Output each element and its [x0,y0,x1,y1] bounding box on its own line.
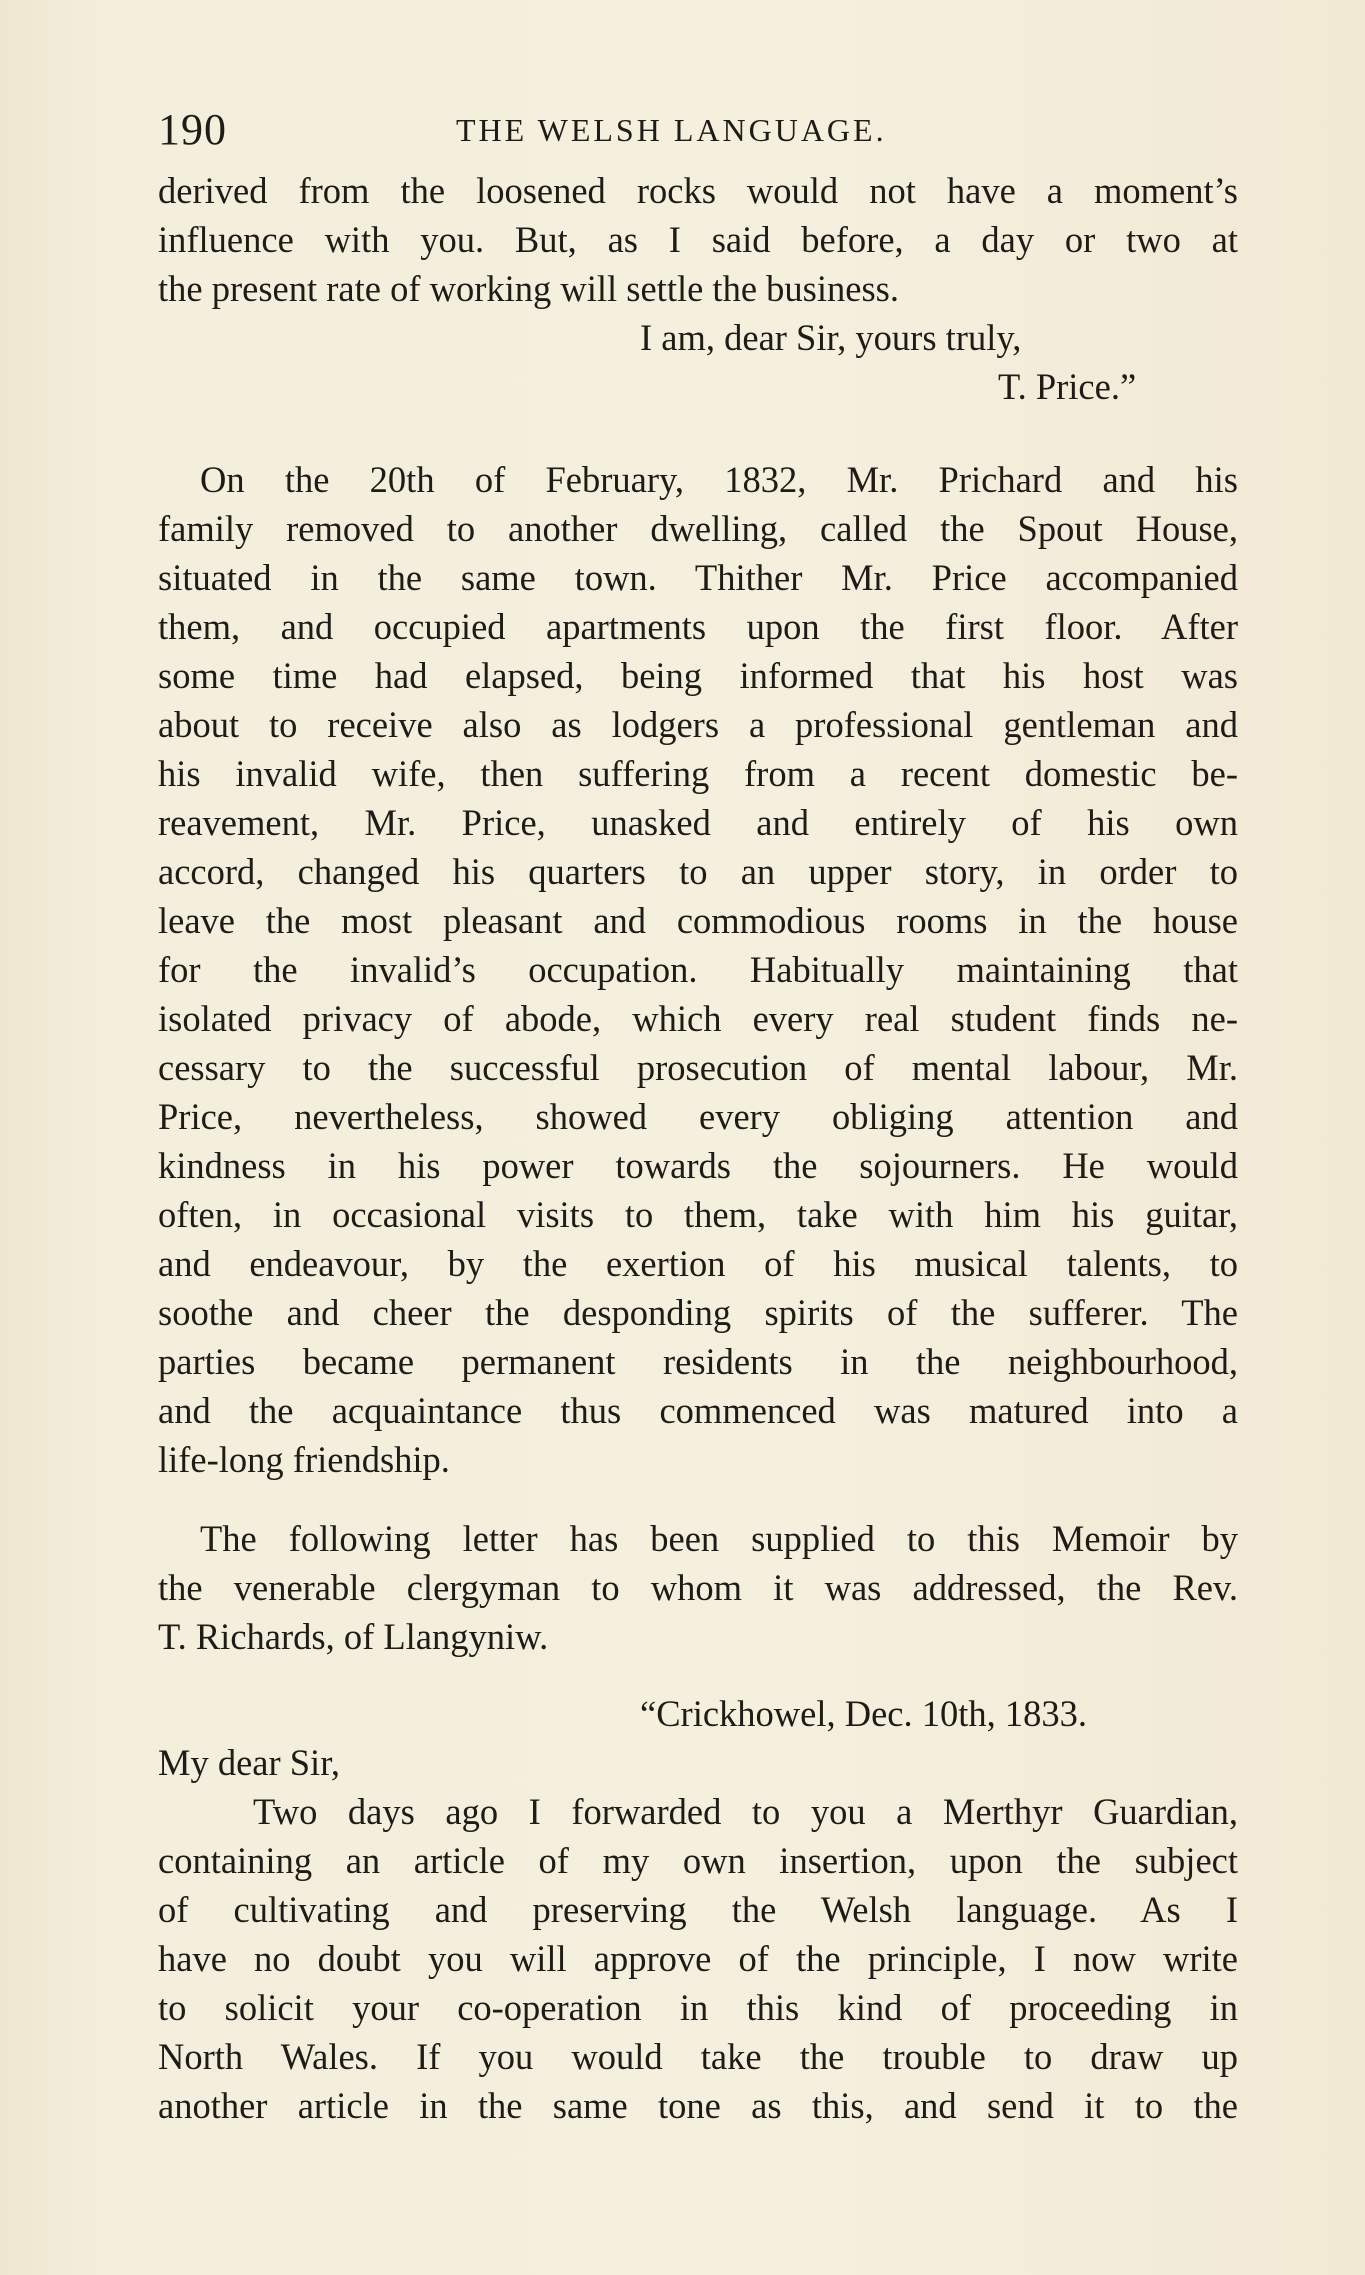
letter-dateline: “Crickhowel, Dec. 10th, 1833. [640,1693,1088,1734]
text-line: cessary to the successful prosecution of mental labour, Mr. [158,1047,1238,1088]
text-line: for the invalid’s occupation. Habitually maintaining that [158,949,1238,990]
text-line: accord, changed his quarters to an upper story, in order to [158,851,1238,892]
text-line: Two days ago I forwarded to you a Merthyr Guardian, [253,1791,1238,1832]
body-text [158,166,1238,2130]
text-line: parties became permanent residents in the neighbourhood, [158,1341,1238,1382]
letter-closing: I am, dear Sir, yours truly, [640,317,1022,358]
text-line: North Wales. If you would take the trouble to draw up [158,2036,1238,2077]
paragraph-1 [158,455,1238,1484]
text-line: some time had elapsed, being informed that his host was [158,655,1238,696]
text-line: derived from the loosened rocks would not have a moment’s [158,170,1238,211]
text-line: reavement, Mr. Price, unasked and entirely of his own [158,802,1238,843]
text-line: life-long friendship. [158,1439,450,1480]
text-line: situated in the same town. Thither Mr. Price accompanied [158,557,1238,598]
text-line: kindness in his power towards the sojourners. He would [158,1145,1238,1186]
text-line: and the acquaintance thus commenced was matured into a [158,1390,1238,1431]
letter-start [158,1689,1238,2130]
text-line: the venerable clergyman to whom it was addressed, the Rev. [158,1567,1238,1608]
text-line: T. Richards, of Llangyniw. [158,1616,549,1657]
text-line: soothe and cheer the desponding spirits of the sufferer. The [158,1292,1238,1333]
text-line: another article in the same tone as this, and send it to the [158,2085,1238,2126]
text-line: to solicit your co-operation in this kind of proceeding in [158,1987,1238,2028]
text-line: of cultivating and preserving the Welsh language. As I [158,1889,1238,1930]
text-line: his invalid wife, then suffering from a recent domestic be- [158,753,1238,794]
letter-signature: T. Price.” [998,366,1137,407]
running-head: THE WELSH LANGUAGE. [456,112,887,148]
text-line: the present rate of working will settle the business. [158,268,899,309]
paragraph-2 [158,1514,1238,1661]
text-line: have no doubt you will approve of the principle, I now write [158,1938,1238,1979]
text-line: about to receive also as lodgers a professional gentleman and [158,704,1238,745]
text-line: and endeavour, by the exertion of his musical talents, to [158,1243,1238,1284]
text-line: The following letter has been supplied to this Memoir by [200,1518,1238,1559]
text-line: often, in occasional visits to them, take with him his guitar, [158,1194,1238,1235]
text-line: family removed to another dwelling, called the Spout House, [158,508,1238,549]
text-line: Price, nevertheless, showed every obliging attention and [158,1096,1238,1137]
text-line: leave the most pleasant and commodious rooms in the house [158,900,1238,941]
page-header [158,104,1238,164]
letter-end [158,166,1238,411]
page-number: 190 [158,105,227,154]
text-line: isolated privacy of abode, which every real student finds ne- [158,998,1238,1039]
text-line: them, and occupied apartments upon the first floor. After [158,606,1238,647]
letter-salutation: My dear Sir, [158,1742,341,1783]
text-line: influence with you. But, as I said before, a day or two at [158,219,1238,260]
text-line: On the 20th of February, 1832, Mr. Prichard and his [200,459,1238,500]
text-line: containing an article of my own insertion, upon the subject [158,1840,1238,1881]
